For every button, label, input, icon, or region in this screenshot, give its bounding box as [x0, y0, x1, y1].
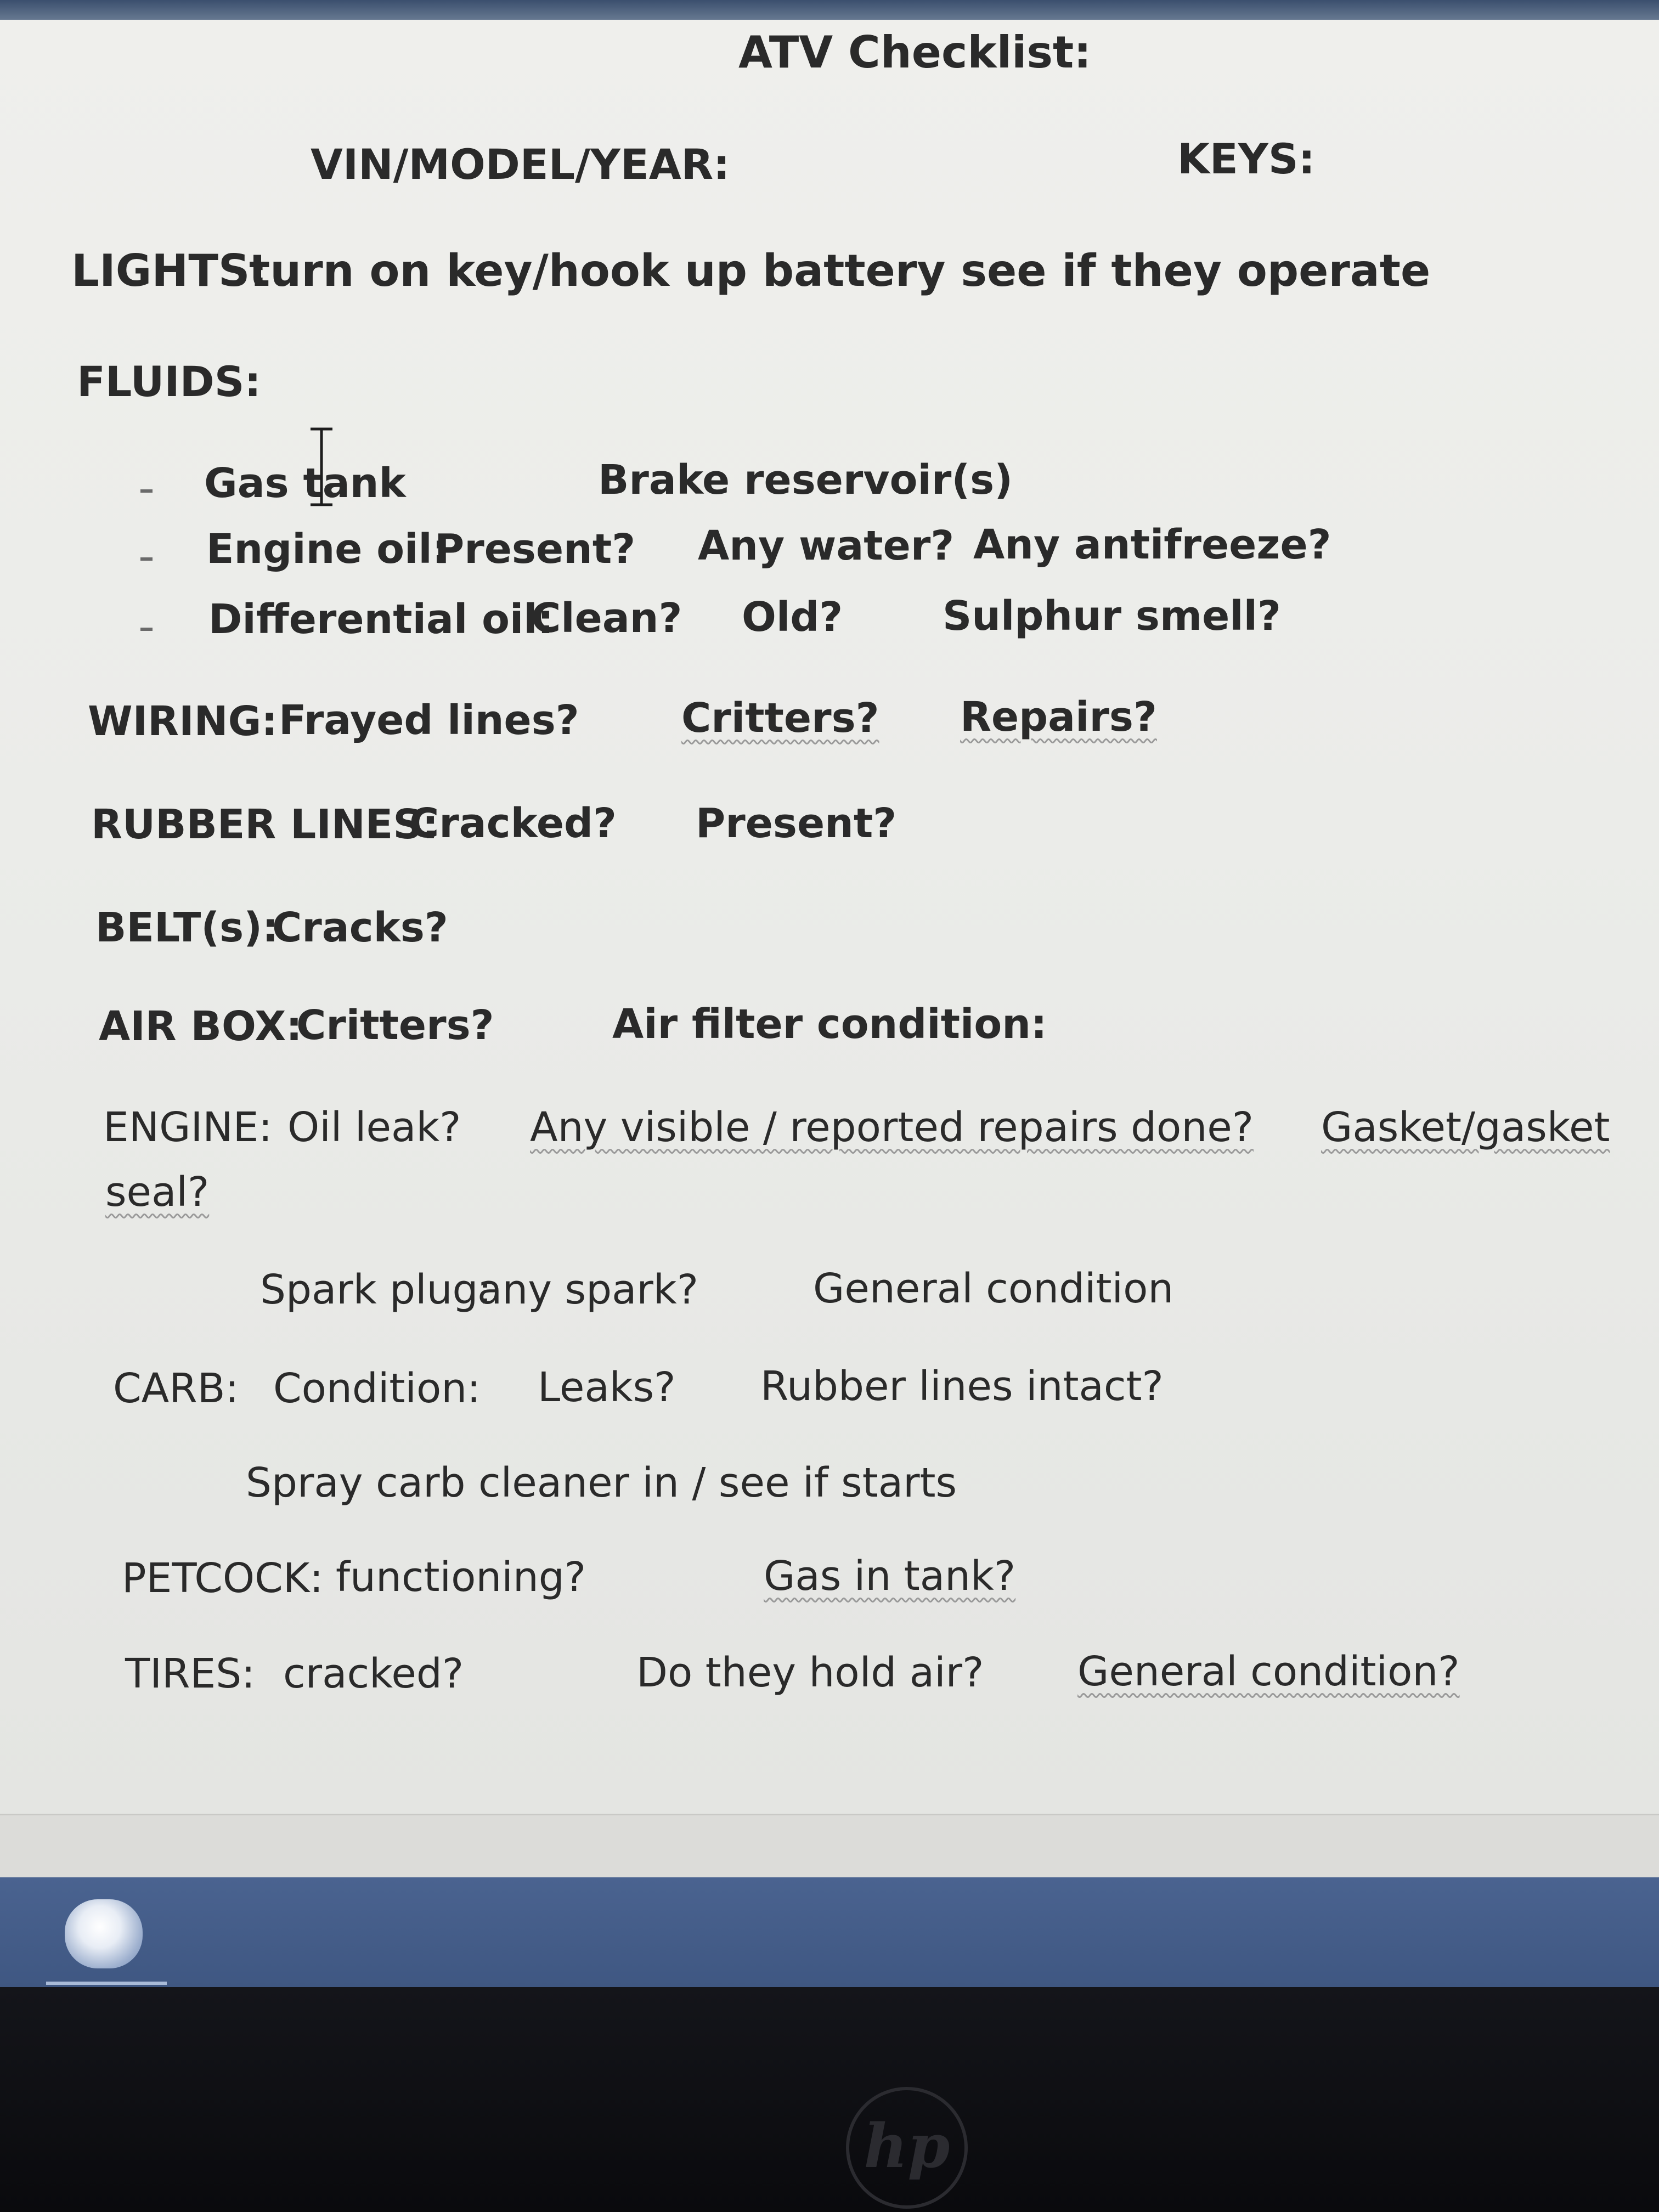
lights-label: LIGHTS:: [71, 245, 268, 296]
engine-general-condition: General condition: [813, 1265, 1174, 1312]
hp-logo-icon: [844, 2085, 970, 2211]
air-box-label: AIR BOX:: [99, 1003, 302, 1050]
vin-label: VIN/MODEL/YEAR:: [311, 140, 730, 189]
fluids-label: FLUIDS:: [77, 357, 261, 406]
fluid-differential-oil: Differential oil:: [208, 596, 554, 643]
bullet-dash: [140, 557, 153, 561]
tires-hold-air: Do they hold air?: [636, 1649, 984, 1696]
page-title: ATV Checklist:: [738, 27, 1092, 78]
rubber-lines-label: RUBBER LINES:: [91, 801, 439, 848]
wiring-critters: Critters?: [681, 695, 879, 742]
document-page-bottom: [0, 1814, 1659, 1879]
carb-spray-cleaner: Spray carb cleaner in / see if starts: [246, 1459, 957, 1506]
carb-label: CARB:: [113, 1365, 239, 1412]
window-top-edge: [0, 0, 1659, 20]
rubber-lines-cracked: Cracked?: [409, 800, 617, 847]
air-filter-condition: Air filter condition:: [612, 1001, 1047, 1048]
carb-condition: Condition:: [273, 1365, 481, 1412]
rubber-lines-present: Present?: [696, 800, 897, 847]
keys-label: KEYS:: [1177, 134, 1315, 183]
text-cursor-icon: [305, 426, 338, 508]
fluid-engine-oil: Engine oil:: [206, 526, 449, 573]
spark-plug-any-spark: any spark?: [477, 1266, 698, 1313]
engine-label: ENGINE:: [103, 1104, 273, 1151]
tires-label: TIRES:: [125, 1650, 256, 1697]
tires-cracked: cracked?: [283, 1650, 464, 1697]
petcock-gas-in-tank: Gas in tank?: [764, 1553, 1016, 1600]
svg-text:hp: hp: [864, 2111, 950, 2181]
petcock-label: PETCOCK:: [122, 1555, 324, 1602]
carb-rubber-lines-intact: Rubber lines intact?: [760, 1363, 1164, 1410]
wiring-frayed-lines: Frayed lines?: [279, 697, 579, 744]
engine-repairs-done: Any visible / reported repairs done?: [530, 1104, 1254, 1151]
carb-leaks: Leaks?: [538, 1364, 676, 1411]
engine-gasket: Gasket/gasket: [1321, 1104, 1610, 1151]
document-page[interactable]: [0, 20, 1659, 1814]
fluid-any-antifreeze: Any antifreeze?: [973, 521, 1331, 568]
start-active-indicator: [46, 1982, 167, 1985]
engine-gasket-seal: seal?: [105, 1169, 210, 1216]
fluid-diff-old: Old?: [742, 594, 843, 641]
engine-oil-leak: Oil leak?: [287, 1104, 461, 1151]
fluid-engine-oil-present: Present?: [435, 526, 636, 573]
air-box-critters: Critters?: [296, 1002, 494, 1049]
windows-start-orb-icon[interactable]: [65, 1899, 143, 1968]
wiring-label: WIRING:: [88, 698, 278, 745]
bullet-dash: [140, 489, 153, 493]
fluid-any-water: Any water?: [698, 522, 955, 569]
fluid-gas-tank: Gas tank: [204, 460, 406, 507]
taskbar: [0, 1877, 1659, 1987]
bullet-dash: [140, 628, 153, 631]
lights-text: turn on key/hook up battery see if they operate: [249, 245, 1431, 296]
fluid-sulphur-smell: Sulphur smell?: [943, 592, 1281, 640]
wiring-repairs: Repairs?: [960, 693, 1157, 741]
monitor-bezel: [0, 1987, 1659, 2212]
spark-plug-label: Spark plug:: [260, 1266, 492, 1313]
petcock-functioning: functioning?: [336, 1554, 586, 1601]
fluid-brake-reservoir: Brake reservoir(s): [598, 456, 1013, 504]
fluid-diff-clean: Clean?: [531, 595, 682, 642]
belts-cracks: Cracks?: [272, 904, 448, 951]
belts-label: BELT(s):: [95, 904, 279, 951]
tires-general-condition: General condition?: [1077, 1648, 1460, 1695]
